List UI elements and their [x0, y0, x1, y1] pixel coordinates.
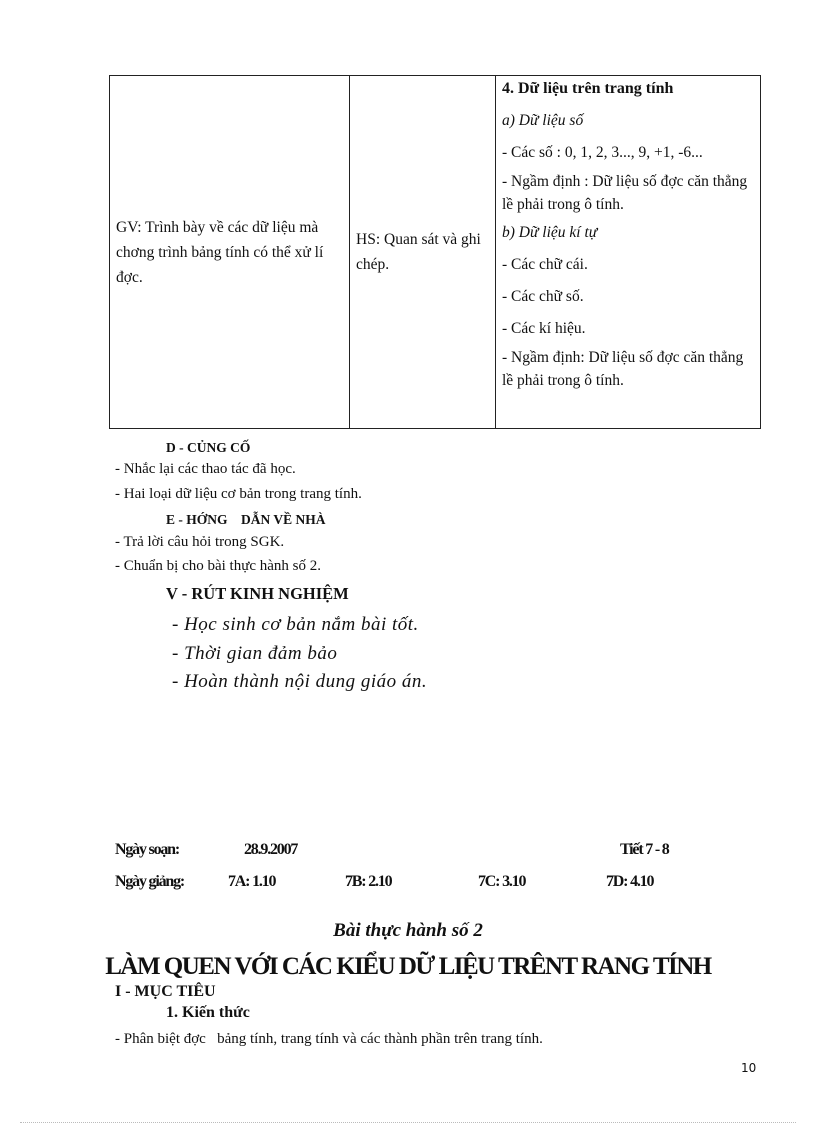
- homework-item-1: - Trả lời câu hỏi trong SGK.: [115, 534, 285, 550]
- text-data-title: b) Dữ liệu kí tự: [502, 224, 598, 241]
- experience-title: V - RÚT KINH NGHIỆM: [166, 584, 349, 603]
- prep-date-label: Ngày soạn:: [115, 841, 180, 858]
- numeric-data-default: - Ngầm định : Dữ liệu số đợc căn thẳng lề phải trong ô tính.: [502, 173, 748, 213]
- period-label: Tiết 7 - 8: [620, 841, 669, 858]
- numeric-data-title: a) Dữ liệu số: [502, 112, 584, 129]
- text-data-letters: - Các chữ cái.: [502, 256, 588, 273]
- knowledge-line-1: - Phân biệt đợc bảng tính, trang tính và các thành phần trên trang tính.: [115, 1031, 543, 1047]
- content-heading: 4. Dữ liệu trên trang tính: [502, 80, 674, 97]
- experience-item-3: - Hoàn thành nội dung giáo án.: [172, 671, 428, 692]
- content-cell: [496, 76, 761, 429]
- class-7d-date: 7D: 4.10: [606, 873, 654, 890]
- text-data-symbols: - Các kí hiệu.: [502, 320, 586, 337]
- consolidation-title: D - CỦNG CỐ: [166, 440, 251, 455]
- experience-item-2: - Thời gian đảm bảo: [172, 643, 338, 664]
- class-7c-date: 7C: 3.10: [478, 873, 526, 890]
- objectives-heading: I - MỤC TIÊU: [115, 983, 216, 1000]
- lesson-subtitle: Bài thực hành số 2: [333, 920, 483, 941]
- homework-item-2: - Chuẩn bị cho bài thực hành số 2.: [115, 558, 322, 574]
- experience-item-1: - Học sinh cơ bản nắm bài tốt.: [172, 614, 419, 635]
- page-number: 10: [741, 1061, 757, 1075]
- consolidation-item-1: - Nhắc lại các thao tác đã học.: [115, 461, 296, 477]
- numeric-data-examples: - Các số : 0, 1, 2, 3..., 9, +1, -6...: [502, 144, 703, 161]
- homework-title: E - HỚNG DẪN VỀ NHÀ: [166, 512, 326, 527]
- consolidation-item-2: - Hai loại dữ liệu cơ bản trong trang tính.: [115, 486, 362, 502]
- student-activity-cell: [350, 76, 496, 429]
- student-activity-text: HS: Quan sát và ghi chép.: [356, 231, 481, 273]
- text-data-default: - Ngầm định: Dữ liệu số đợc căn thẳng lề phải trong ô tính.: [502, 349, 744, 389]
- teach-date-label: Ngày giảng:: [115, 873, 185, 890]
- text-data-digits: - Các chữ số.: [502, 288, 584, 305]
- class-7b-date: 7B: 2.10: [345, 873, 392, 890]
- teacher-activity-cell: [110, 76, 350, 429]
- teacher-activity-text: GV: Trình bày về các dữ liệu mà chơng trình bảng tính có thể xử lí đợc.: [116, 218, 324, 286]
- class-7a-date: 7A: 1.10: [228, 873, 276, 890]
- prep-date-value: 28.9.2007: [244, 841, 298, 858]
- lesson-title: LÀM QUEN VỚI CÁC KIỂU DỮ LIỆU TRÊNT RANG TÍNH: [105, 953, 711, 980]
- lesson-table: [109, 75, 761, 429]
- knowledge-heading: 1. Kiến thức: [166, 1004, 250, 1021]
